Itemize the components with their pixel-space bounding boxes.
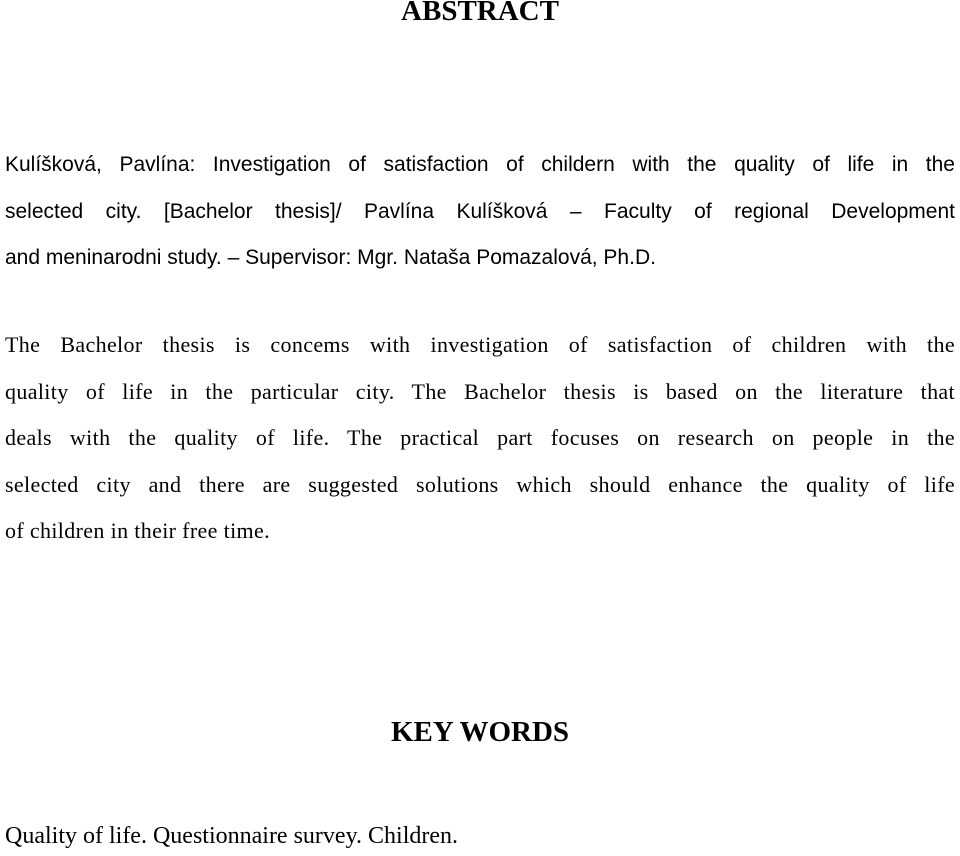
citation-line: and meninarodni study. – Supervisor: Mgr. Nataša Pomazalová, Ph.D.	[5, 246, 656, 269]
body-line: deals with the quality of life. The practical part focuses on research on people in the	[5, 425, 955, 450]
keywords-list: Quality of life. Questionnaire survey. Children.	[5, 823, 458, 849]
citation-line: Kulíšková, Pavlína: Investigation of satisfaction of childern with the quality of life in the	[5, 153, 955, 176]
body-line: of children in their free time.	[5, 518, 270, 543]
body-line: The Bachelor thesis is concems with investigation of satisfaction of children with the	[5, 332, 955, 357]
body-line: quality of life in the particular city. The Bachelor thesis is based on the literature that	[5, 378, 955, 404]
body-line: selected city and there are suggested solutions which should enhance the quality of life	[5, 471, 955, 497]
citation-paragraph	[5, 142, 955, 282]
citation-line: selected city. [Bachelor thesis]/ Pavlína Kulíšková – Faculty of regional Development	[5, 199, 955, 223]
keywords-heading: KEY WORDS	[390, 716, 570, 748]
abstract-body-paragraph	[5, 322, 955, 555]
abstract-heading: ABSTRACT	[401, 0, 559, 27]
